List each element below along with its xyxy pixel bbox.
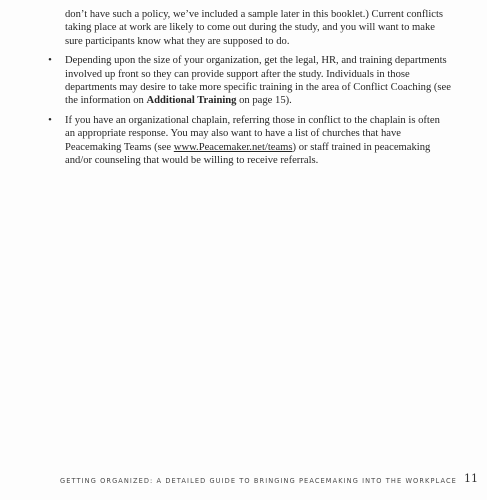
bullet-item-training xyxy=(46,54,452,108)
bullet-item-chaplain xyxy=(46,114,452,168)
running-footer: GETTING ORGANIZED: A DETAILED GUIDE TO BRINGING PEACEMAKING INTO THE WORKPLACE xyxy=(60,477,457,485)
bullet-list xyxy=(46,54,452,167)
bullet-text: If you have an organizational chaplain, referring those in conflict to the chaplain is often an appropriate response. You may also want to have a list of churches that have Peacemaking Teams (see xyxy=(65,114,440,153)
intro-paragraph: don’t have such a policy, we’ve included a sample later in this booklet.) Current conflicts taking place at work are likely to come out during the study, and you will want to make sure participants know what they are supposed to do. xyxy=(65,9,444,47)
bullet-icon: • xyxy=(48,114,52,126)
bullet-text-end: on page 15). xyxy=(236,95,292,107)
bullet-text: Depending upon the size of your organization, get the legal, HR, and training departments involved up front so they can provide support after the study. Individuals in those departments may desire to take more specific training in the area of Conflict Coaching (see the information on xyxy=(65,55,451,107)
peacemaker-teams-link[interactable]: www.Peacemaker.net/teams xyxy=(173,141,293,153)
body-text xyxy=(46,8,452,173)
bold-phrase: Additional Training xyxy=(146,95,237,107)
page-number: 11 xyxy=(464,472,478,485)
bullet-text-end: ) or staff trained in peacemaking and/or counseling that would be willing to receive referrals. xyxy=(65,141,431,167)
bullet-icon: • xyxy=(48,55,52,67)
